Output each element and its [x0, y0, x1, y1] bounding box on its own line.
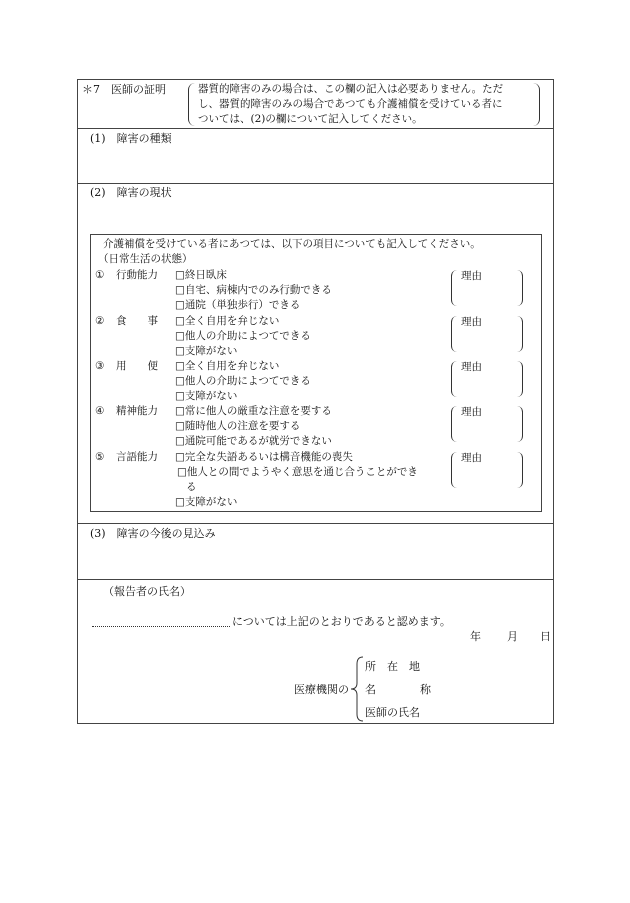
medical-institution-label: 医療機関の	[294, 683, 349, 696]
item-number: ③	[95, 360, 105, 372]
checkbox-option[interactable]: □自宅、病棟内でのみ行動できる	[175, 284, 332, 296]
care-intro: 介護補償を受けている者にあつては、以下の項目についても記入してください。	[103, 238, 481, 250]
divider	[77, 579, 554, 580]
divider	[77, 523, 554, 524]
reason-label: 理由	[461, 406, 482, 418]
cert-note-line: ついては、(2)の欄について記入してください。	[198, 113, 423, 125]
date-year-label: 年	[470, 630, 481, 643]
checkbox-option[interactable]: □終日臥床	[175, 269, 227, 281]
checkbox-option[interactable]: □全く自用を弁じない	[175, 315, 280, 327]
section-title-current-status: (2) 障害の現状	[90, 186, 172, 199]
reason-label: 理由	[461, 361, 482, 373]
reporter-name-label: （報告者の氏名）	[103, 585, 191, 598]
checkbox-option[interactable]: □通院可能であるが就労できない	[175, 435, 332, 447]
checkbox-option[interactable]: □常に他人の厳重な注意を要する	[175, 405, 332, 417]
checkbox-option[interactable]: □随時他人の注意を要する	[175, 420, 301, 432]
cert-label: ＊7 医師の証明	[82, 83, 166, 96]
checkbox-option[interactable]: □支障がない	[175, 345, 238, 357]
item-number: ②	[95, 315, 105, 327]
reason-label: 理由	[461, 452, 482, 464]
institution-name-label: 名 称	[365, 683, 431, 696]
divider	[77, 183, 554, 184]
item-label-mental: 精神能力	[116, 405, 158, 417]
item-label-toileting: 用 便	[116, 360, 158, 372]
reason-label: 理由	[461, 316, 482, 328]
date-month-label: 月	[507, 630, 518, 643]
checkbox-option[interactable]: □他人の介助によつてできる	[175, 375, 311, 387]
checkbox-option[interactable]: □全く自用を弁じない	[175, 360, 280, 372]
checkbox-option[interactable]: □他人の介助によつてできる	[175, 330, 311, 342]
checkbox-option[interactable]: □完全な失語あるいは構音機能の喪失	[175, 451, 353, 463]
reporter-name-line[interactable]	[92, 626, 230, 627]
divider	[77, 128, 554, 129]
checkbox-option-continued: る	[186, 481, 197, 493]
daily-life-subtitle: （日常生活の状態）	[98, 253, 193, 265]
checkbox-option[interactable]: □支障がない	[175, 390, 238, 402]
checkbox-option[interactable]: □他人との間でようやく意思を通じ合うことができ	[177, 466, 418, 478]
item-label-eating: 食 事	[116, 315, 158, 327]
checkbox-option[interactable]: □支障がない	[175, 496, 238, 508]
cert-note-line: し、器質的障害のみの場合であつても介護補償を受けている者に	[198, 98, 503, 110]
item-number: ⑤	[95, 451, 105, 463]
date-day-label: 日	[540, 630, 551, 643]
institution-address-label: 所 在 地	[365, 660, 420, 673]
doctor-name-label: 医師の氏名	[365, 706, 420, 719]
item-number: ④	[95, 405, 105, 417]
item-number: ①	[95, 269, 105, 281]
reason-label: 理由	[461, 270, 482, 282]
section-title-prognosis: (3) 障害の今後の見込み	[90, 527, 216, 540]
cert-note-line: 器質的障害のみの場合は、この欄の記入は必要ありません。ただ	[198, 83, 504, 95]
curly-brace-icon	[350, 656, 364, 722]
section-title-disability-type: (1) 障害の種類	[90, 132, 172, 145]
checkbox-option[interactable]: □通院（単独歩行）できる	[175, 299, 301, 311]
item-label-mobility: 行動能力	[116, 269, 158, 281]
confirmation-text: については上記のとおりであると認めます。	[232, 615, 451, 628]
item-label-language: 言語能力	[116, 451, 158, 463]
